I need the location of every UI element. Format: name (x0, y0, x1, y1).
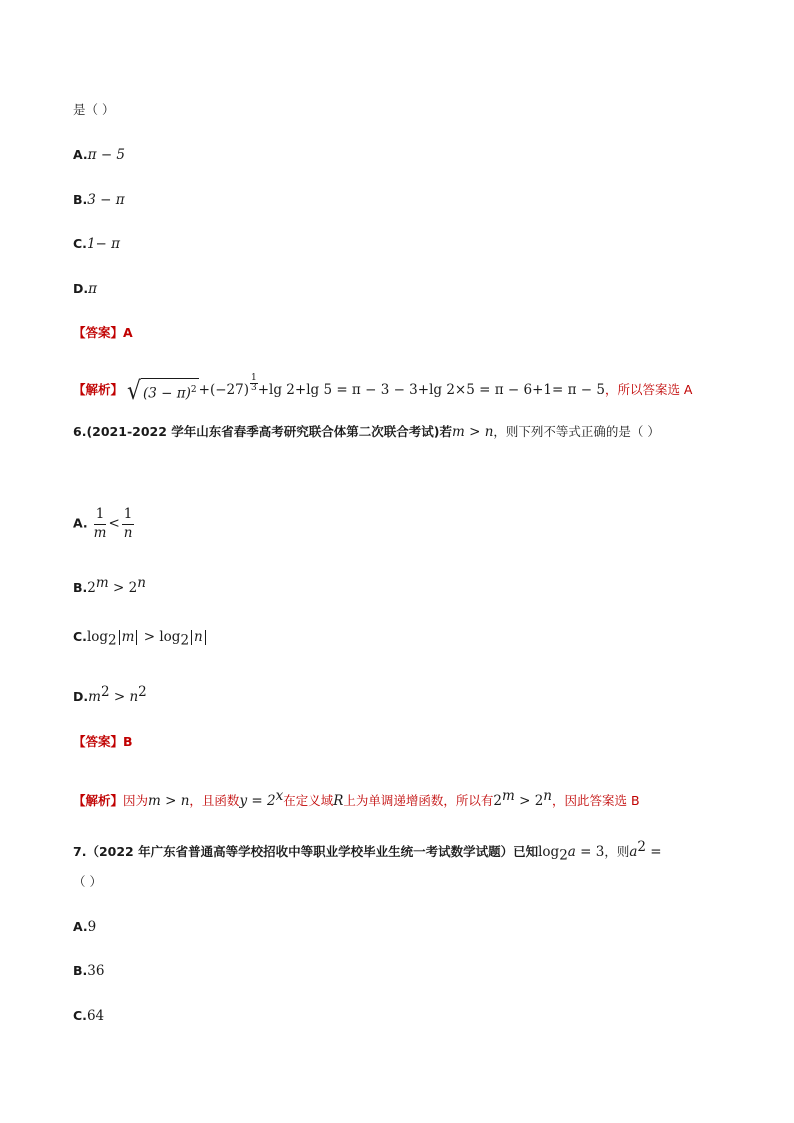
q7-option-a: A.9 (73, 919, 97, 935)
q5-option-b: B.3 − π (73, 192, 125, 208)
q5-analysis: 【解析】 √ $(3 - \pi)^2$ +(−27) $\frac{1}{3}$ +lg 2+lg 5 = π − 3 − 3+lg 2×5 = π − 6+1= π − 5，所以答案选 A (73, 373, 693, 406)
exponent-fraction: $\frac{1}{3}$ (251, 373, 257, 393)
q6-option-d: $D.m^2 > n^2$ (73, 684, 147, 706)
q6-analysis: 【解析】因为m > n，且函数$y = 2^x$在定义域R上为单调递增函数，所以有$2^m > 2^n$，因此答案选 B (73, 788, 640, 810)
q6-option-a: A. $\frac{1}{m}$ < $\frac{1}{n}$ (73, 506, 133, 541)
q5-answer: 【答案】A (73, 325, 133, 340)
q6-stem: 6.(2021-2022 学年山东省春季高考研究联合体第二次联合考试)若m > n，则下列不等式正确的是（ ） (73, 424, 660, 440)
q7-option-b: B.36 (73, 963, 105, 979)
fraction-1-over-m: $\frac{1}{m}$ (93, 506, 107, 541)
q7-option-c: C.64 (73, 1008, 105, 1024)
q6-option-b: $B.2^m > 2^n$ (73, 575, 146, 597)
q7-stem: 7.（2022 年广东省普通高等学校招收中等职业学校毕业生统一考试数学试题）已知$\log_2a = 3$，则$a^2$ = (73, 839, 662, 864)
q5-option-c: C.1− π (73, 236, 121, 252)
q7-stem-line2: （ ） (73, 874, 102, 889)
q6-option-c: $C.\log_2$ $m > \log_2 n$ (73, 628, 208, 650)
sqrt-expression: √ $(3 - \pi)^2$ (127, 376, 197, 406)
radical-sign-icon: √ (127, 376, 142, 406)
q6-answer: 【答案】B (73, 734, 133, 749)
q5-option-a: A.π − 5 (73, 147, 126, 163)
q5-option-d: D.π (73, 281, 97, 297)
fraction-1-over-n: $\frac{1}{n}$ (123, 506, 133, 541)
q5-stem-tail: 是（ ） (73, 102, 115, 117)
